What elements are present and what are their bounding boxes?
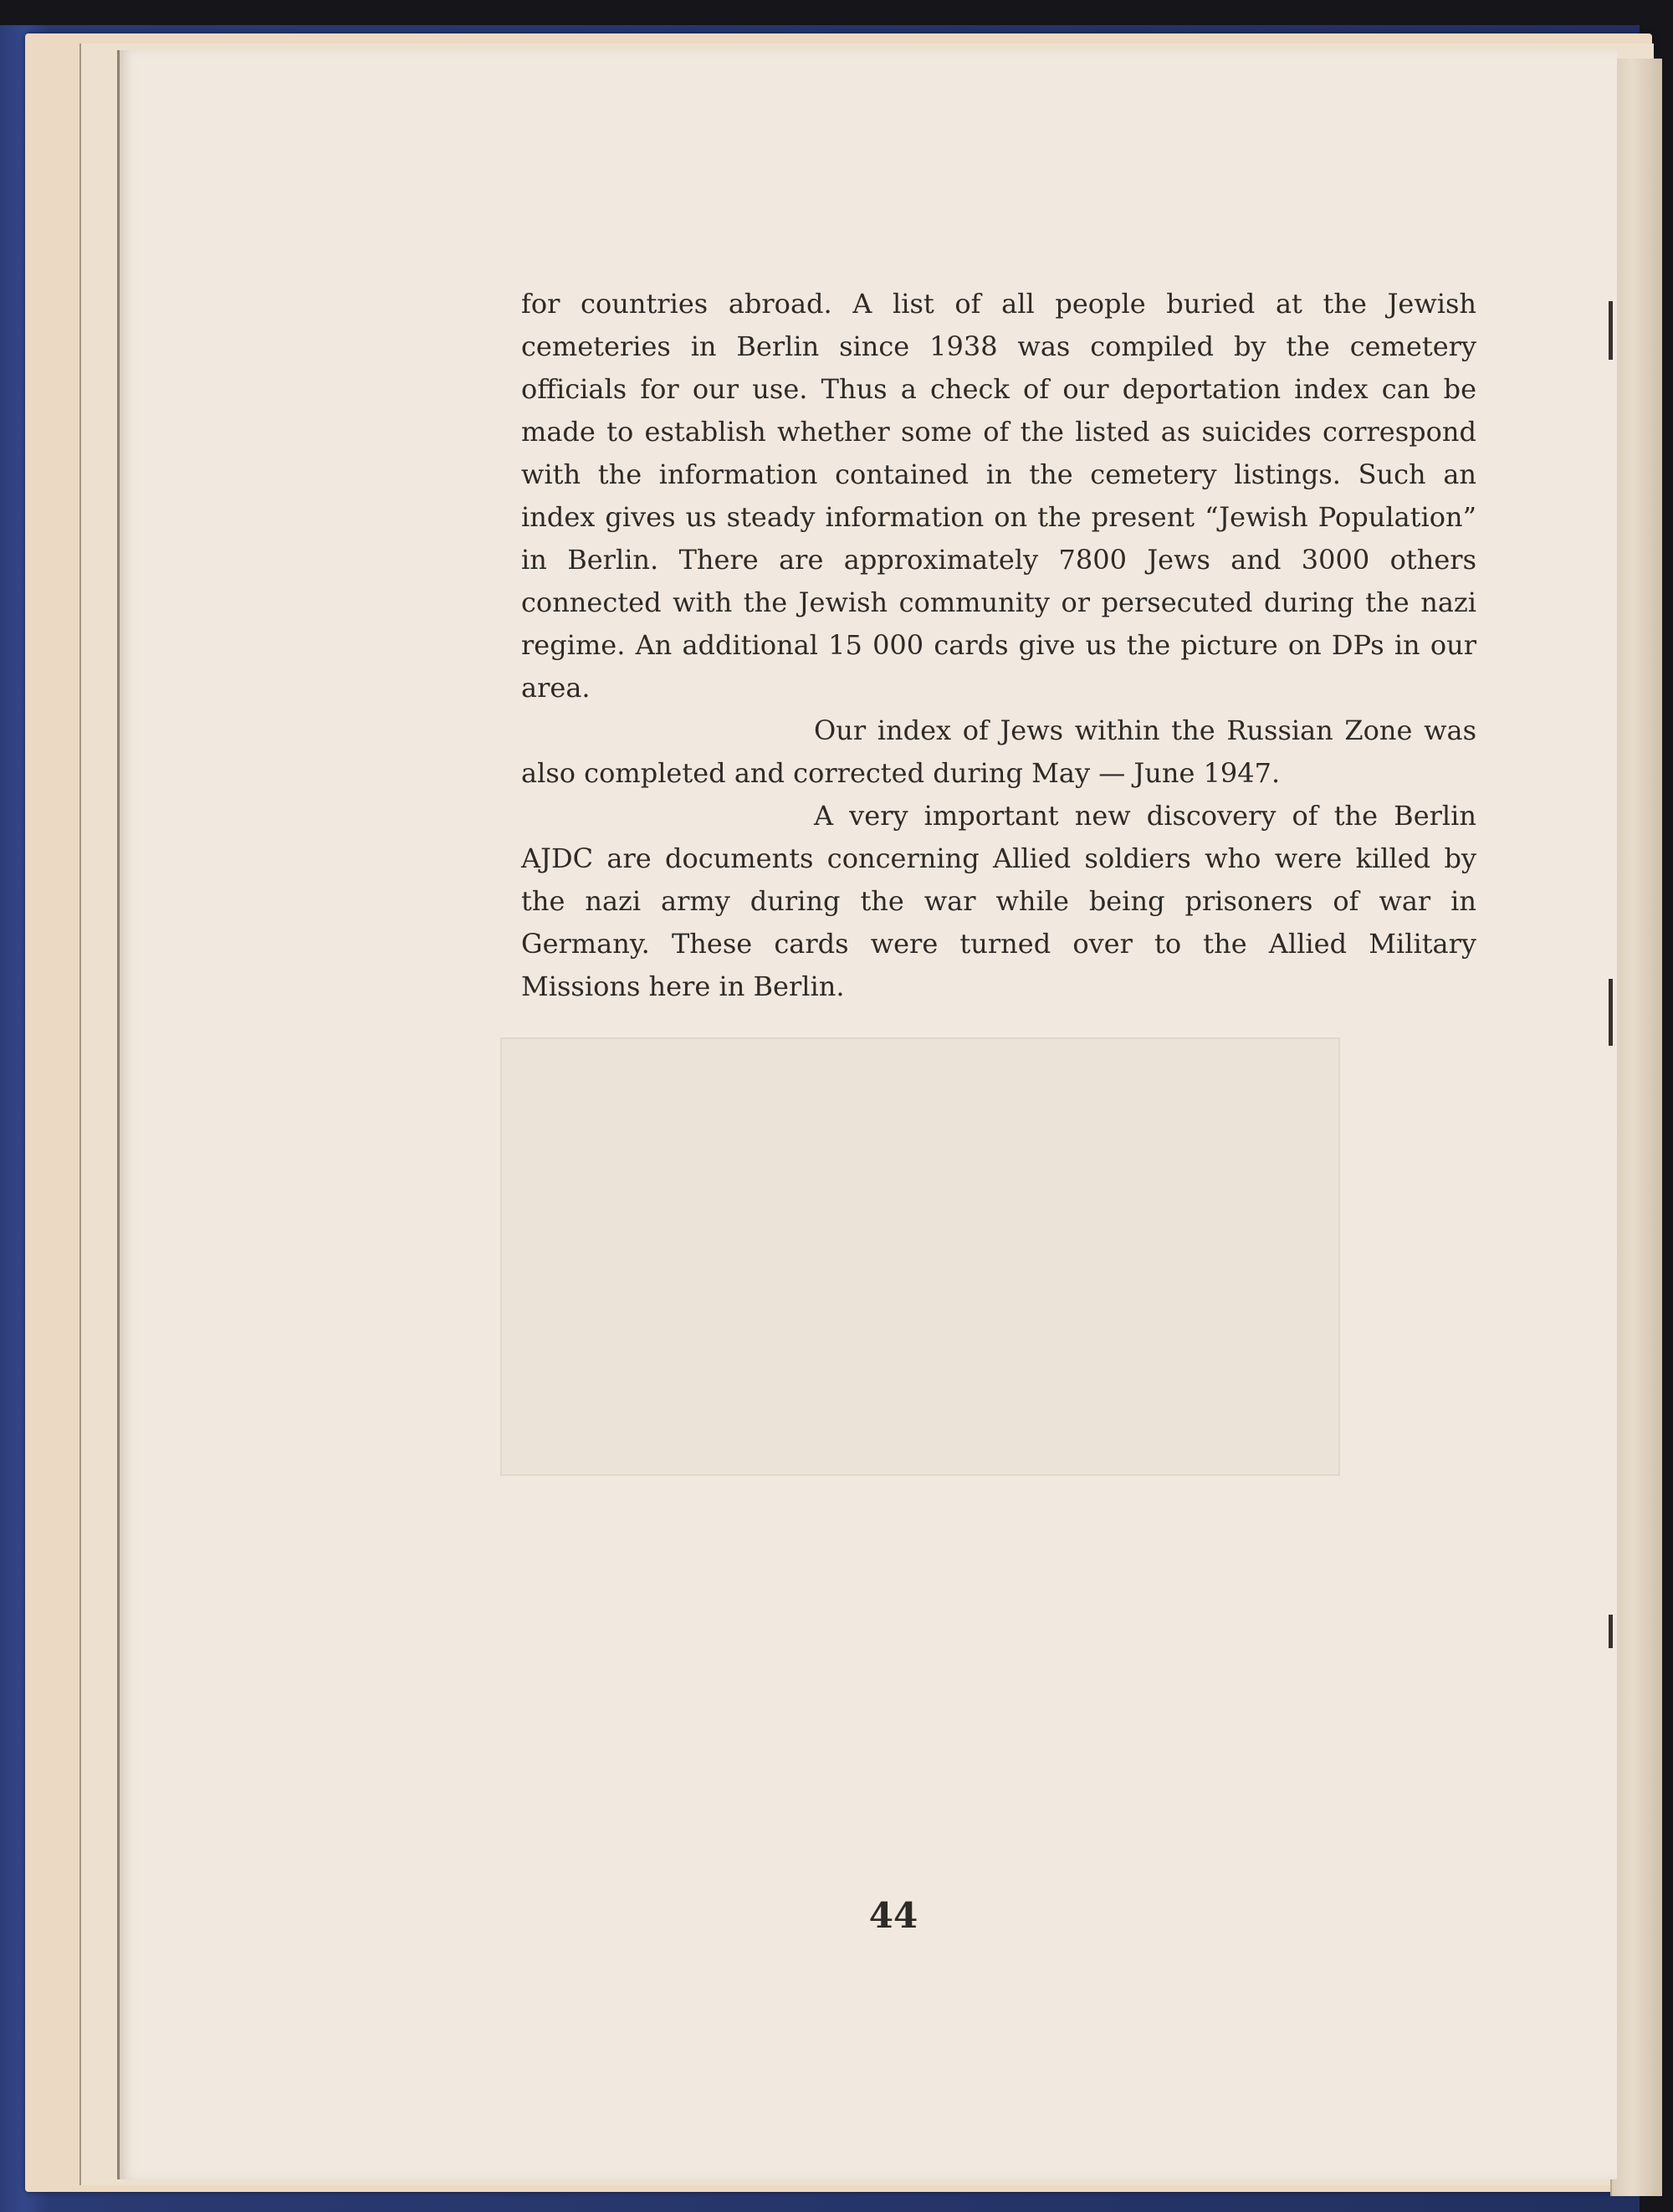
page-number: 44 xyxy=(868,1895,918,1936)
page-edge-right xyxy=(1610,59,1662,2196)
edge-mark xyxy=(1609,301,1613,360)
edge-mark xyxy=(1609,979,1613,1046)
paragraph-3: A very important new discovery of the Berlin AJDC are documents concerning Allied soldiers who were killed by the nazi army during the war while being prisoners of war in Germany. These cards were turned over to the Allied Military Missions here in Berlin. xyxy=(521,800,1476,1002)
edge-mark xyxy=(1609,1615,1613,1648)
show-through-photo xyxy=(500,1037,1340,1476)
document-page xyxy=(117,50,1617,2179)
paragraph-2: Our index of Jews within the Russian Zone was also completed and corrected during May — June 1947. xyxy=(521,714,1476,789)
show-through-text xyxy=(504,1523,1475,1841)
body-text xyxy=(521,283,1476,1008)
paragraph-1: for countries abroad. A list of all people buried at the Jewish cemeteries in Berlin since 1938 was compiled by the cemetery officials for our use. Thus a check of our deportation index can be made to establish whether some of the listed as suicides correspond with the information contained in the cemetery listings. Such an index gives us steady information on the present “Jewish Population” in Berlin. There are approximately 7800 Jews and 3000 others connected with the Jewish community or persecuted during the nazi regime. An additional 15 000 cards give us the picture on DPs in our area. xyxy=(521,288,1476,704)
